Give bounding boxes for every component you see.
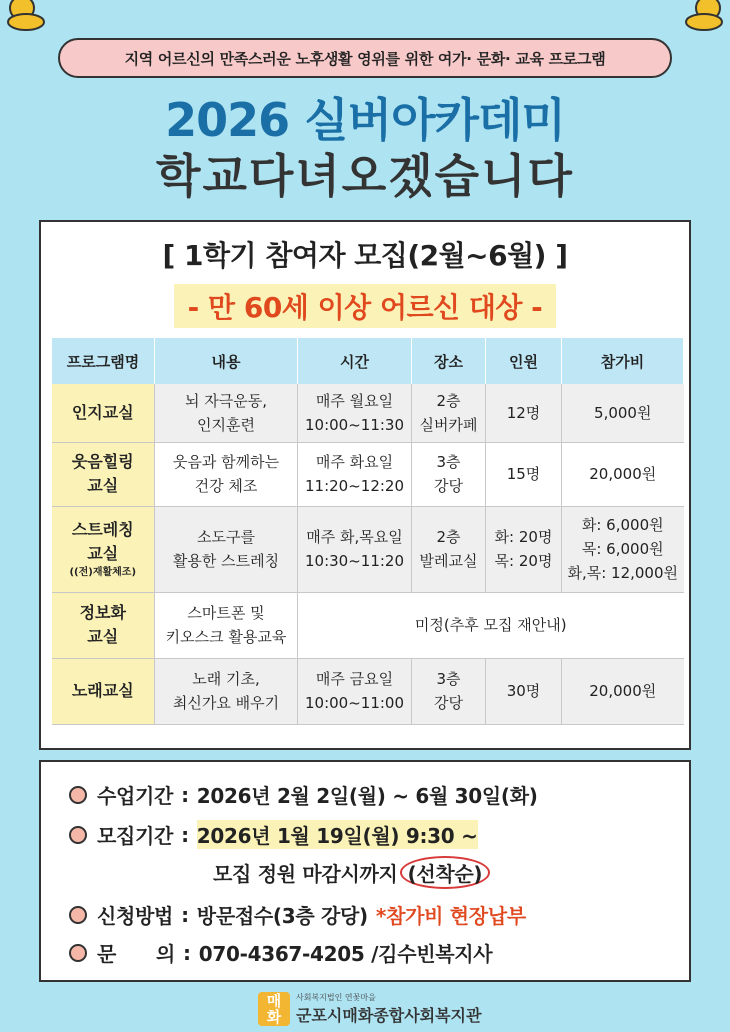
logo-mark: 매 화 [258, 992, 290, 1026]
info-recruit [69, 820, 478, 849]
program-name-note: ((전)재활체조) [69, 567, 137, 578]
pushpin-icon [0, 0, 54, 40]
table-row [52, 658, 684, 724]
logo-foundation: 사회복지법인 연꽃마을 [296, 993, 376, 1002]
program-time: 매주 금요일 10:00~11:00 [298, 658, 412, 724]
logo-center-name: 군포시매화종합사회복지관 [296, 1006, 482, 1025]
program-content: 소도구를 활용한 스트레칭 [155, 506, 298, 592]
first-come-badge: (선착순) [400, 856, 491, 889]
header-place: 장소 [412, 338, 486, 384]
info-value: 모집 정원 마감시까지 [213, 862, 398, 886]
program-people: 화: 20명 목: 20명 [486, 506, 562, 592]
program-fee: 20,000원 [562, 442, 684, 506]
program-box [39, 220, 691, 750]
program-content: 스마트폰 및 키오스크 활용교육 [155, 592, 298, 658]
info-value: 2026년 1월 19일(월) 9:30 ~ [197, 820, 478, 849]
program-place: 2층 실버카페 [412, 384, 486, 442]
banner-text: 지역 어르신의 만족스러운 노후생활 영위를 위한 여가· 문화· 교육 프로그램 [124, 49, 606, 68]
info-colon: : [181, 902, 189, 927]
target-wrap [41, 284, 689, 328]
program-name: 스트레칭 교실 ((전)재활체조) [52, 506, 155, 592]
program-merged-note: 미정(추후 모집 재안내) [298, 592, 684, 658]
table-row [52, 506, 684, 592]
program-name: 웃음힐링 교실 [52, 442, 155, 506]
program-table [51, 338, 684, 725]
bullet-icon [69, 786, 87, 804]
program-content: 노래 기초, 최신가요 배우기 [155, 658, 298, 724]
bullet-icon [69, 906, 87, 924]
info-colon: : [183, 940, 191, 965]
header-program: 프로그램명 [52, 338, 155, 384]
program-place: 2층 발레교실 [412, 506, 486, 592]
info-recruit-end [213, 856, 490, 889]
program-time: 매주 월요일 10:00~11:30 [298, 384, 412, 442]
info-box [39, 760, 691, 982]
info-colon: : [181, 822, 189, 847]
info-value: 070-4367-4205 /김수빈복지사 [198, 942, 493, 966]
info-apply [69, 900, 526, 929]
info-label: 모집기간 [97, 824, 174, 848]
program-time: 매주 화,목요일 10:30~11:20 [298, 506, 412, 592]
info-label: 신청방법 [97, 904, 174, 928]
page-title: 2026 실버아카데미 [165, 93, 565, 147]
page-subtitle: 학교다녀오겠습니다 [156, 149, 574, 203]
table-row [52, 442, 684, 506]
table-row [52, 384, 684, 442]
target-audience: - 만 60세 이상 어르신 대상 - [174, 284, 557, 328]
header-content: 내용 [155, 338, 298, 384]
welfare-center-logo [258, 990, 481, 1028]
program-name: 인지교실 [52, 384, 155, 442]
table-header-row [52, 338, 684, 384]
program-content: 웃음과 함께하는 건강 체조 [155, 442, 298, 506]
bullet-icon [69, 826, 87, 844]
recruit-title: [ 1학기 참여자 모집(2월~6월) ] [162, 239, 568, 272]
header-people: 인원 [486, 338, 562, 384]
header-time: 시간 [298, 338, 412, 384]
info-value: 방문접수(3층 강당) [196, 904, 368, 928]
info-period [69, 780, 538, 809]
program-place: 3층 강당 [412, 442, 486, 506]
pushpin-icon [676, 0, 730, 40]
program-fee: 5,000원 [562, 384, 684, 442]
bullet-icon [69, 944, 87, 962]
info-label: 수업기간 [97, 784, 174, 808]
header-fee: 참가비 [562, 338, 684, 384]
info-colon: : [181, 782, 189, 807]
program-time: 매주 화요일 11:20~12:20 [298, 442, 412, 506]
top-banner [58, 38, 672, 78]
program-content: 뇌 자극운동, 인지훈련 [155, 384, 298, 442]
program-people: 15명 [486, 442, 562, 506]
program-people: 30명 [486, 658, 562, 724]
fee-note: *참가비 현장납부 [375, 904, 526, 928]
program-place: 3층 강당 [412, 658, 486, 724]
logo-text [296, 992, 481, 1026]
program-name: 정보화 교실 [52, 592, 155, 658]
program-fee: 20,000원 [562, 658, 684, 724]
info-label: 문 의 [97, 942, 176, 966]
program-name: 노래교실 [52, 658, 155, 724]
info-contact [69, 938, 492, 967]
program-people: 12명 [486, 384, 562, 442]
table-row [52, 592, 684, 658]
program-fee: 화: 6,000원 목: 6,000원 화,목: 12,000원 [562, 506, 684, 592]
info-value: 2026년 2월 2일(월) ~ 6월 30일(화) [196, 784, 538, 808]
